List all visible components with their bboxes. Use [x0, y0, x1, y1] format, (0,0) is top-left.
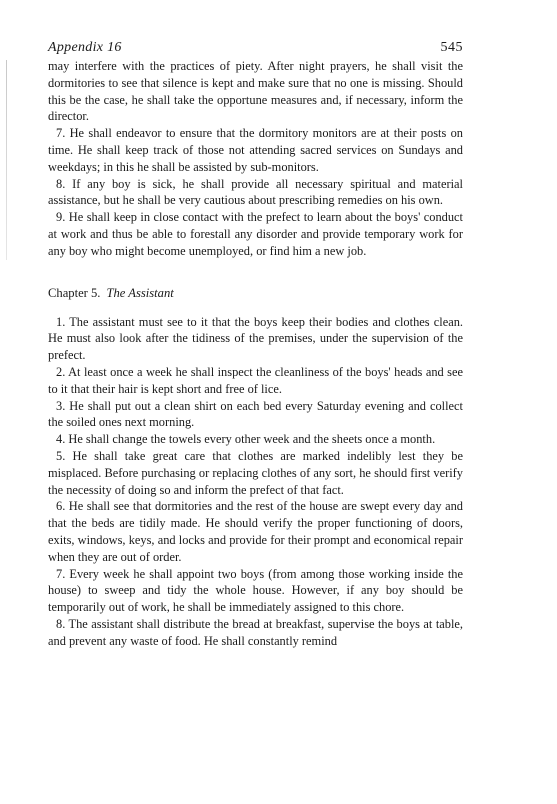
paragraph-item-2: 2. At least once a week he shall inspect the cleanliness of the boys' heads and see to it that their hair is kept short and free of lice. [48, 364, 463, 396]
paragraph-continued: may interfere with the practices of piety. After night prayers, he shall visit the dormitories to see that silence is kept and make sure that no one is missing. Should this be the case, he shall take the opportune measures and, if necessary, inform the director. [48, 59, 463, 124]
paragraph-item-8: 8. If any boy is sick, he shall provide all necessary spiritual and material assistance, but he shall be very cautious about prescribing remedies on his own. [48, 176, 463, 208]
chapter-label: Chapter 5. [48, 285, 101, 300]
paragraph-item-7: 7. He shall endeavor to ensure that the dormitory monitors are at their posts on time. He shall keep track of those not attending sacred services on Sundays and weekdays; in this he shall be assisted by sub-monitors. [48, 126, 463, 174]
paragraph-item-1: 1. The assistant must see to it that the boys keep their bodies and clothes clean. He must also look after the tidiness of the premises, under the supervision of the prefect. [48, 314, 463, 363]
paragraph-item-8b: 8. The assistant shall distribute the bread at breakfast, supervise the boys at table, and prevent any waste of food. He shall constantly remind [48, 616, 463, 648]
chapter-heading [48, 286, 463, 301]
paragraph-item-7b: 7. Every week he shall appoint two boys (from among those working inside the house) to sweep and tidy the whole house. However, if any boy should be temporarily out of work, he shall be immediately assigned to this chore. [48, 566, 463, 615]
running-head [48, 40, 463, 56]
running-title: Appendix 16 [48, 40, 122, 55]
chapter-title: The Assistant [106, 285, 174, 300]
paragraph-item-3: 3. He shall put out a clean shirt on each bed every Saturday evening and collect the soiled ones next morning. [48, 398, 463, 430]
book-page [48, 40, 463, 650]
paragraph-item-6: 6. He shall see that dormitories and the rest of the house are swept every day and that the beds are tidily made. He should verify the proper functioning of doors, exits, windows, keys, and locks and provide for their prompt and economical repair when they are out of order. [48, 499, 463, 564]
paragraph-item-9: 9. He shall keep in close contact with the prefect to learn about the boys' conduct at work and thus be able to forestall any disorder and provide temporary work for any boy who might become unemployed, or find him a new job. [48, 210, 463, 258]
margin-rule [6, 60, 7, 260]
paragraph-item-4: 4. He shall change the towels every other week and the sheets once a month. [56, 432, 436, 447]
paragraph-item-5: 5. He shall take great care that clothes are marked indelibly lest they be misplaced. Before purchasing or replacing clothes of any sort, he should first verify the necessity of doing so and inform the prefect of that fact. [48, 448, 463, 497]
page-number: 545 [440, 40, 463, 55]
